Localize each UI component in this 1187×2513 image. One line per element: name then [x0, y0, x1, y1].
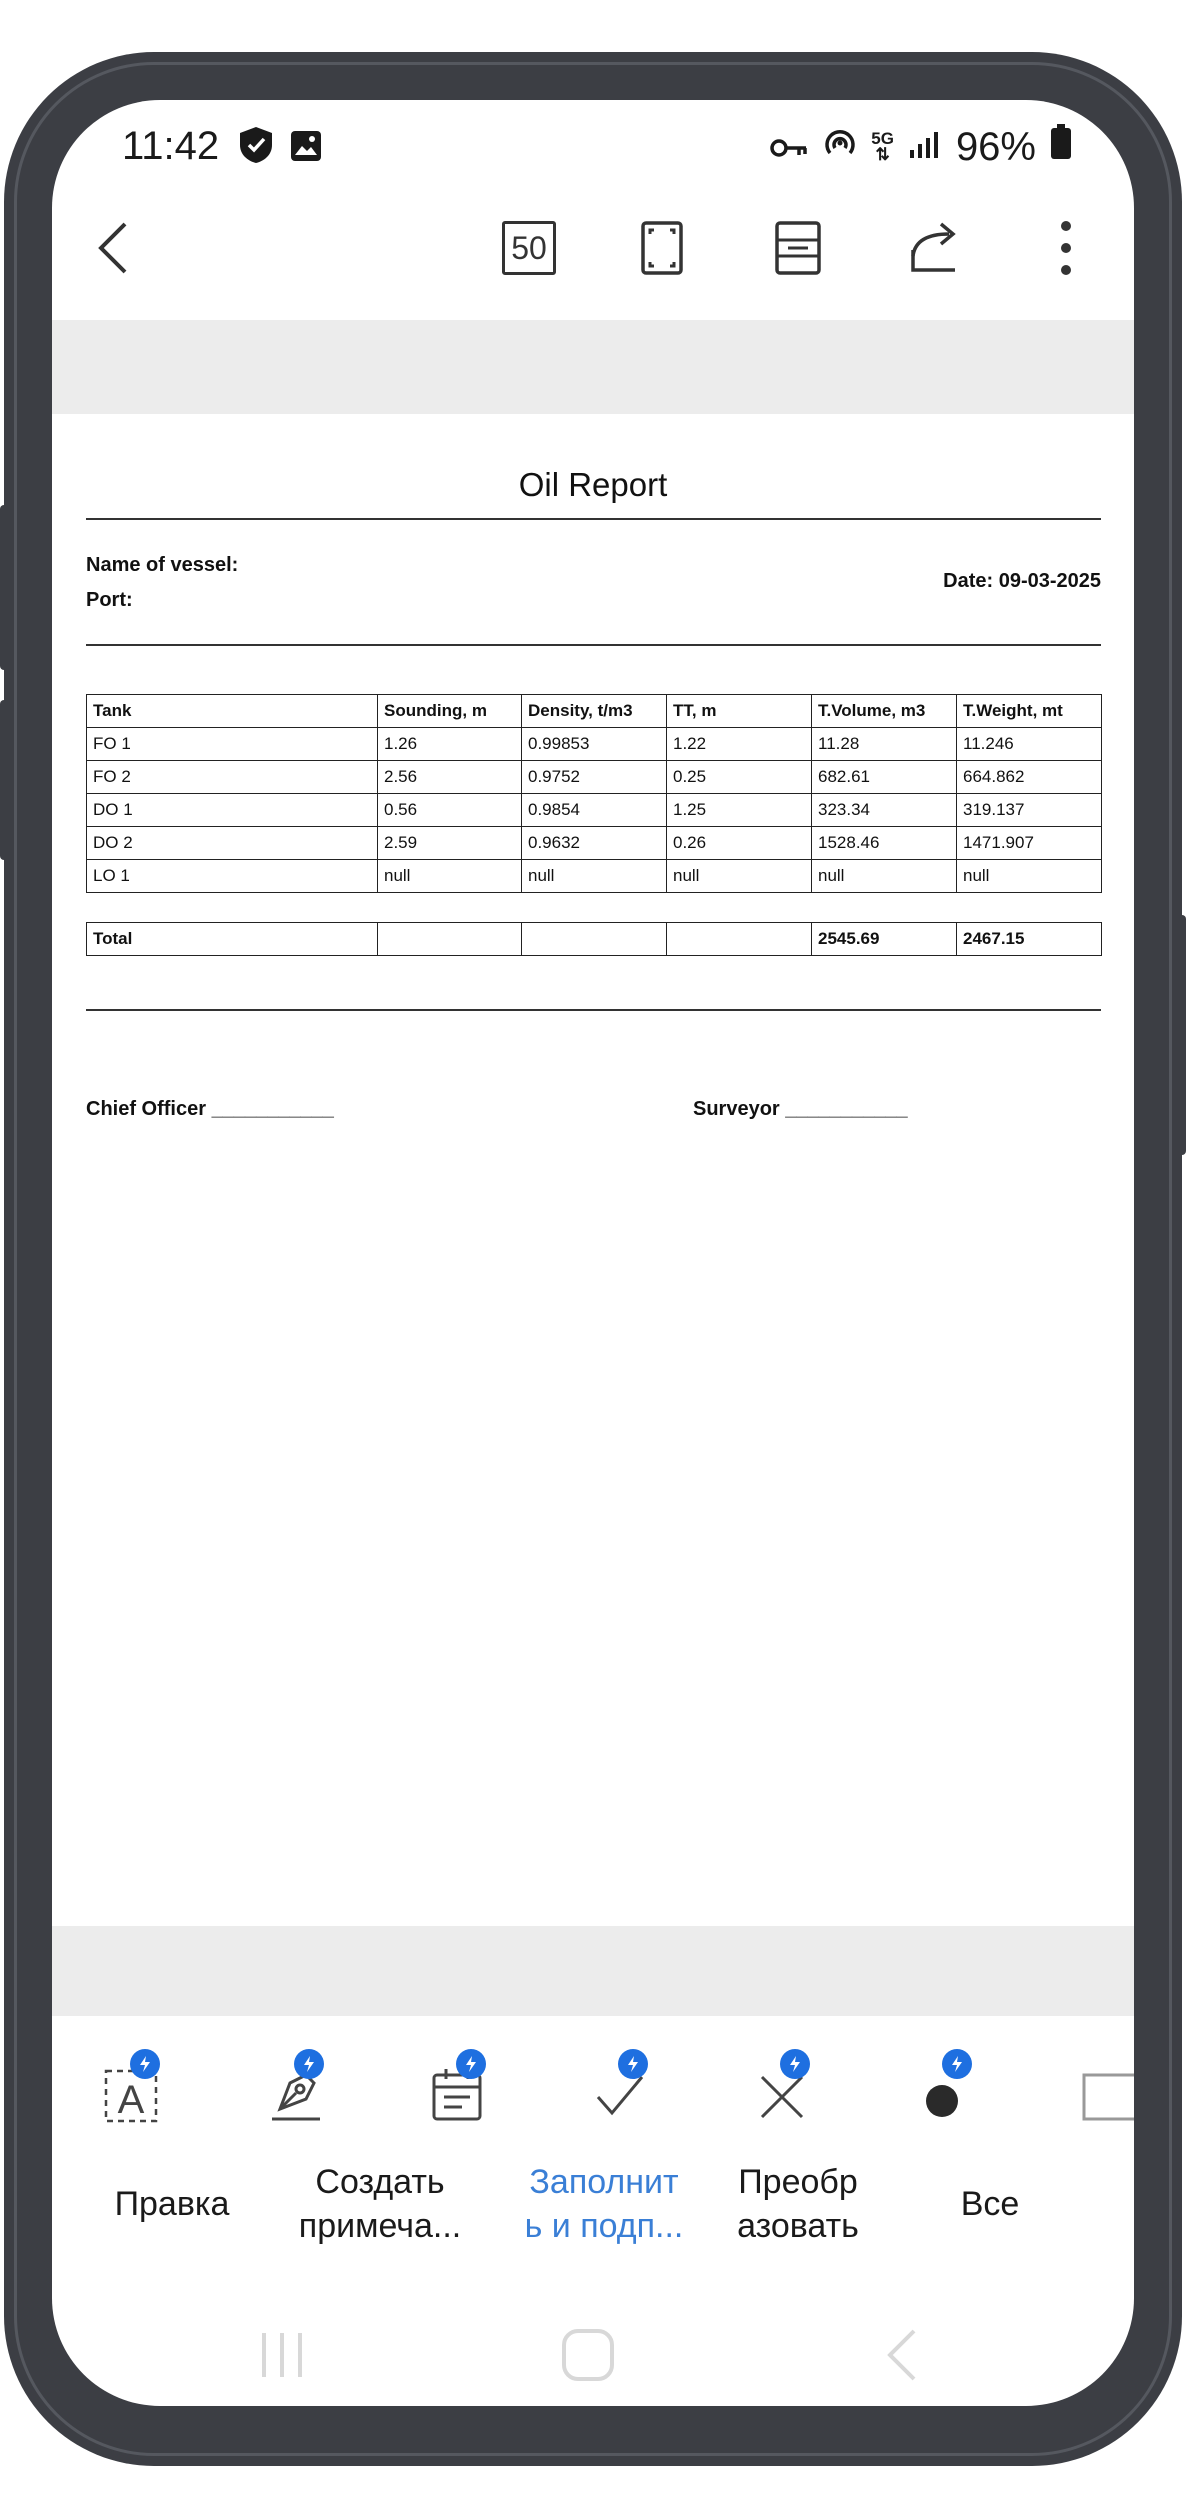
- tab-edit[interactable]: Правка: [114, 2185, 230, 2223]
- table-cell: 682.61: [812, 761, 957, 794]
- table-cell: null: [957, 860, 1102, 893]
- more-options-button[interactable]: [1036, 208, 1096, 288]
- table-row: [87, 827, 1102, 860]
- svg-text:A: A: [117, 2078, 145, 2122]
- premium-badge-icon: [130, 2049, 160, 2079]
- volume-button-lower: [0, 700, 8, 860]
- premium-badge-icon: [618, 2049, 648, 2079]
- signal-icon: [908, 125, 942, 170]
- fullscreen-button[interactable]: [632, 208, 692, 288]
- premium-badge-icon: [780, 2049, 810, 2079]
- premium-badge-icon: [456, 2049, 486, 2079]
- tank-table: [86, 694, 1102, 893]
- table-row: [87, 860, 1102, 893]
- divider: [86, 644, 1101, 646]
- header-cell: T.Volume, m3: [812, 695, 957, 728]
- premium-badge-icon: [294, 2049, 324, 2079]
- tab-create-note[interactable]: Создать примеча...: [298, 2163, 462, 2245]
- table-cell: null: [378, 860, 522, 893]
- volume-button: [0, 505, 8, 670]
- status-time: 11:42: [122, 124, 220, 168]
- share-button[interactable]: [896, 208, 976, 288]
- page-indicator: 50: [502, 221, 556, 275]
- table-cell: Total: [87, 923, 378, 956]
- table-cell: [522, 923, 667, 956]
- power-button: [1178, 915, 1186, 1155]
- tab-fill-and-sign[interactable]: Заполнит ь и подп...: [524, 2163, 684, 2245]
- header-cell: Density, t/m3: [522, 695, 667, 728]
- table-cell: 11.28: [812, 728, 957, 761]
- table-cell: DO 2: [87, 827, 378, 860]
- page-indicator-button[interactable]: [498, 208, 560, 288]
- divider: [86, 1009, 1101, 1011]
- status-icons: [769, 124, 1072, 170]
- table-cell: 1.22: [667, 728, 812, 761]
- table-cell: 11.246: [957, 728, 1102, 761]
- tab-all[interactable]: Все: [960, 2185, 1020, 2223]
- vessel-label: Name of vessel:: [86, 554, 239, 576]
- header-cell: Sounding, m: [378, 695, 522, 728]
- divider: [86, 518, 1101, 520]
- signature-pen-tool[interactable]: [246, 2055, 346, 2135]
- page-gap-bottom: [52, 1926, 1134, 2016]
- table-cell: 319.137: [957, 794, 1102, 827]
- table-row: [87, 761, 1102, 794]
- system-back-button[interactable]: [872, 2325, 932, 2390]
- premium-badge-icon: [942, 2049, 972, 2079]
- text-edit-tool[interactable]: [82, 2055, 182, 2135]
- table-cell: 0.99853: [522, 728, 667, 761]
- shield-icon: [238, 125, 274, 175]
- table-cell: 0.9752: [522, 761, 667, 794]
- table-cell: 664.862: [957, 761, 1102, 794]
- surveyor-signature: Surveyor ___________: [693, 1098, 908, 1120]
- table-header-row: [87, 695, 1102, 728]
- network-label: 5G: [871, 129, 894, 148]
- report-date: Date: 09-03-2025: [943, 570, 1101, 592]
- chief-officer-signature: Chief Officer ___________: [86, 1098, 334, 1120]
- table-cell: LO 1: [87, 860, 378, 893]
- table-cell: 323.34: [812, 794, 957, 827]
- key-icon: [769, 125, 809, 170]
- pdf-page[interactable]: [52, 414, 1134, 1926]
- page-gap-top: [52, 320, 1134, 414]
- table-cell: 1.25: [667, 794, 812, 827]
- document-title: Oil Report: [518, 466, 668, 503]
- total-table: [86, 922, 1102, 956]
- table-cell: [667, 923, 812, 956]
- home-button[interactable]: [558, 2325, 618, 2390]
- cross-mark-tool[interactable]: [732, 2055, 832, 2135]
- checkmark-tool[interactable]: [570, 2055, 670, 2135]
- back-button[interactable]: [68, 208, 158, 288]
- table-cell: FO 2: [87, 761, 378, 794]
- table-cell: DO 1: [87, 794, 378, 827]
- recent-apps-button[interactable]: [252, 2325, 312, 2390]
- table-cell: 0.26: [667, 827, 812, 860]
- table-cell: 0.56: [378, 794, 522, 827]
- date-tool[interactable]: [408, 2055, 508, 2135]
- rectangle-tool[interactable]: [1080, 2055, 1134, 2135]
- dot-tool[interactable]: [894, 2055, 994, 2135]
- battery-percent: 96%: [955, 124, 1036, 169]
- header-cell: T.Weight, mt: [957, 695, 1102, 728]
- table-cell: null: [667, 860, 812, 893]
- port-label: Port:: [86, 589, 133, 611]
- phone-screen: [52, 100, 1134, 2406]
- table-cell: 2545.69: [812, 923, 957, 956]
- table-cell: 2.59: [378, 827, 522, 860]
- table-cell: 2467.15: [957, 923, 1102, 956]
- table-cell: 1.26: [378, 728, 522, 761]
- table-cell: FO 1: [87, 728, 378, 761]
- table-cell: null: [522, 860, 667, 893]
- battery-icon: [1050, 124, 1072, 170]
- table-row: [87, 794, 1102, 827]
- status-bar: [122, 124, 323, 175]
- table-cell: 2.56: [378, 761, 522, 794]
- table-cell: 0.9632: [522, 827, 667, 860]
- table-cell: null: [812, 860, 957, 893]
- header-cell: Tank: [87, 695, 378, 728]
- table-cell: 0.9854: [522, 794, 667, 827]
- header-cell: TT, m: [667, 695, 812, 728]
- total-row: [87, 923, 1102, 956]
- tab-convert[interactable]: Преобр азовать: [737, 2163, 859, 2245]
- hotspot-icon: [823, 125, 857, 170]
- table-row: [87, 728, 1102, 761]
- view-mode-button[interactable]: [768, 208, 828, 288]
- table-cell: 1471.907: [957, 827, 1102, 860]
- table-cell: 0.25: [667, 761, 812, 794]
- table-cell: 1528.46: [812, 827, 957, 860]
- table-cell: [378, 923, 522, 956]
- network-type: 5G ⇅: [871, 129, 894, 164]
- gallery-icon: [289, 128, 323, 173]
